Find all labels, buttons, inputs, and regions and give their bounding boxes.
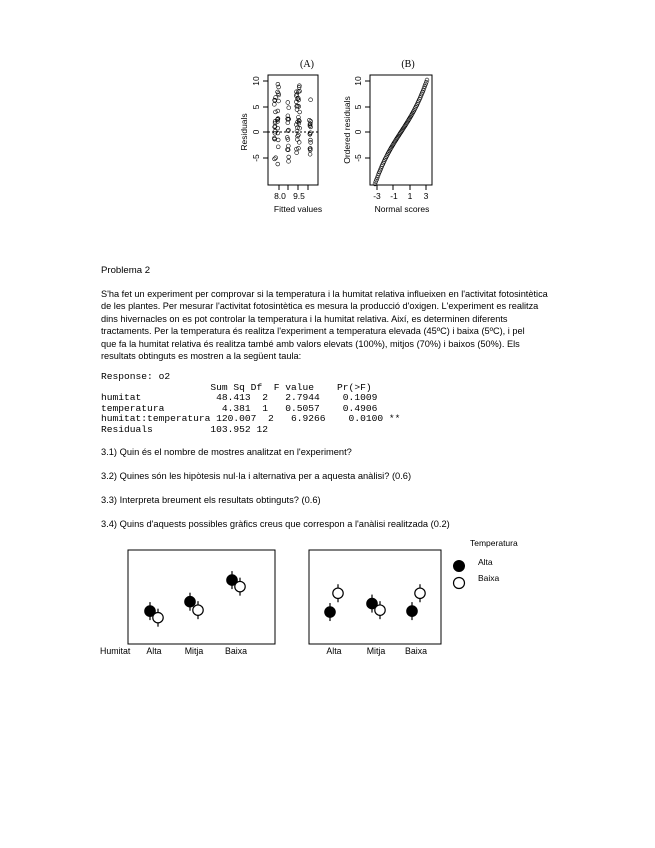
intro-line: tractaments. Per la temperatura és realitza l'experiment a temperatura elevada (45ºC) i baixa (5ºC), i pel — [101, 326, 525, 337]
legend-label-baixa: Baixa — [478, 573, 500, 583]
panel-b-ytick: 0 — [353, 129, 363, 135]
panel-b-xlabel: Normal scores — [374, 204, 430, 214]
residual-point — [277, 99, 281, 103]
panel-b-xaxis — [373, 185, 428, 201]
panel-a-ytick: 0 — [251, 129, 261, 135]
residual-point — [287, 106, 291, 110]
point-temperatura-alta — [407, 606, 417, 616]
legend-marker-baixa — [454, 578, 465, 589]
plot2-xtick: Alta — [326, 646, 342, 656]
panel-a-ytick: 10 — [251, 76, 261, 86]
panel-a-ytick: 5 — [251, 104, 261, 110]
panel-b-label: (B) — [401, 59, 415, 70]
interaction-plots-svg — [0, 535, 655, 665]
point-temperatura-baixa — [375, 605, 385, 615]
intro-line: S'ha fet un experiment per comprovar si la temperatura i la humitat relativa influeixen en l'activitat fotosintètica — [101, 289, 548, 299]
panel-a-ylabel: Residuals — [239, 113, 249, 151]
residual-point — [295, 151, 299, 155]
anova-header: Sum Sq Df F value Pr(>F) — [101, 381, 372, 393]
panel-b-ylabel: Ordered residuals — [342, 96, 352, 164]
panel-b-xtick: 3 — [423, 191, 429, 201]
plot2-xtick: Mitja — [366, 646, 386, 656]
anova-row: humitat:temperatura 120.007 2 6.9266 0.0100 ** — [101, 413, 401, 424]
residual-figure — [230, 50, 450, 220]
problem-intro — [101, 288, 586, 362]
anova-row: Residuals 103.952 12 — [101, 423, 268, 435]
residual-point — [276, 109, 280, 113]
plot1-marks — [145, 571, 245, 627]
anova-row: temperatura 4.381 1 0.5057 0.4906 — [101, 402, 378, 414]
intro-line: resultats obtinguts es mostren a la següent taula: — [101, 351, 302, 362]
plot2-marks — [325, 584, 425, 621]
residual-point — [308, 152, 312, 156]
intro-line: que fa la humitat relativa és realitza també amb valors elevats (100%), mitjos (70%) i baixos (50%). Els — [101, 338, 520, 349]
panel-b-xtick: 1 — [407, 191, 413, 201]
point-temperatura-baixa — [415, 588, 425, 598]
panel-a-xtick: 8.0 — [274, 191, 286, 201]
residual-point — [276, 138, 280, 142]
problem-title: Problema 2 — [101, 265, 151, 276]
residual-point — [297, 140, 301, 144]
intro-line: de les plantes. Per mesurar l'activitat fotosintètica es mesura la producció d'oxigen. L'experiment es realitza — [101, 301, 539, 312]
panel-a-label: (A) — [300, 59, 314, 70]
panel-a-yaxis — [251, 76, 268, 162]
legend — [454, 538, 518, 589]
panel-b-xtick: -1 — [390, 191, 398, 201]
residual-point — [298, 110, 302, 114]
residual-point — [276, 145, 280, 149]
point-temperatura-alta — [185, 597, 195, 607]
panel-b-xtick: -3 — [373, 191, 381, 201]
residual-plots-svg — [230, 50, 450, 220]
residual-point — [274, 110, 278, 114]
point-temperatura-alta — [325, 607, 335, 617]
point-temperatura-baixa — [193, 605, 203, 615]
humitat-label: Humitat — [100, 646, 131, 656]
residual-point — [287, 155, 291, 159]
panel-a-points — [272, 82, 312, 166]
panel-b-points — [373, 78, 429, 186]
point-temperatura-baixa — [235, 581, 245, 591]
plot1-xtick: Mitja — [184, 646, 204, 656]
panel-a-xlabel: Fitted values — [273, 204, 323, 214]
panel-b-ytick: 5 — [353, 104, 363, 110]
panel-b-ytick: -5 — [353, 154, 363, 162]
anova-row: humitat 48.413 2 2.7944 0.1009 — [101, 392, 378, 403]
legend-title: Temperatura — [470, 538, 518, 548]
residual-point — [272, 102, 276, 106]
legend-label-alta: Alta — [478, 557, 493, 567]
panel-a-ytick: -5 — [251, 154, 261, 162]
plot1-xtick: Alta — [146, 646, 162, 656]
question-3-3: 3.3) Interpreta breument els resultats obtinguts? (0.6) — [101, 495, 321, 505]
question-3-4: 3.4) Quins d'aquests possibles gràfics creus que correspon a l'anàlisi realitzada (0.2) — [101, 519, 450, 529]
panel-b-ytick: 10 — [353, 76, 363, 86]
residual-point — [296, 133, 300, 137]
panel-a-xaxis — [274, 185, 308, 201]
anova-response: Response: o2 — [101, 371, 171, 382]
plot1-xtick: Baixa — [224, 646, 248, 656]
panel-b-yaxis — [353, 76, 370, 162]
residual-point — [309, 138, 313, 142]
qq-point — [425, 78, 429, 82]
question-3-1: 3.1) Quin és el nombre de mostres analitzat en l'experiment? — [101, 447, 352, 457]
point-temperatura-baixa — [153, 612, 163, 622]
residual-point — [287, 159, 291, 163]
interaction-plots — [0, 535, 655, 665]
plot2-xtick: Baixa — [404, 646, 428, 656]
residual-point — [286, 144, 290, 148]
panel-a-xtick: 9.5 — [293, 191, 305, 201]
intro-line: dins hivernacles on es pot controlar la temperatura i la humitat relativa. Així, es determinen diferents — [101, 313, 508, 324]
anova-table — [101, 372, 400, 435]
residual-point — [309, 98, 313, 102]
legend-marker-alta — [454, 561, 465, 572]
residual-point — [276, 162, 280, 166]
residual-point — [286, 101, 290, 105]
point-temperatura-baixa — [333, 588, 343, 598]
plot1-frame — [128, 550, 275, 644]
question-3-2: 3.2) Quines són les hipòtesis nul·la i alternativa per a aquesta anàlisi? (0.6) — [101, 471, 412, 481]
